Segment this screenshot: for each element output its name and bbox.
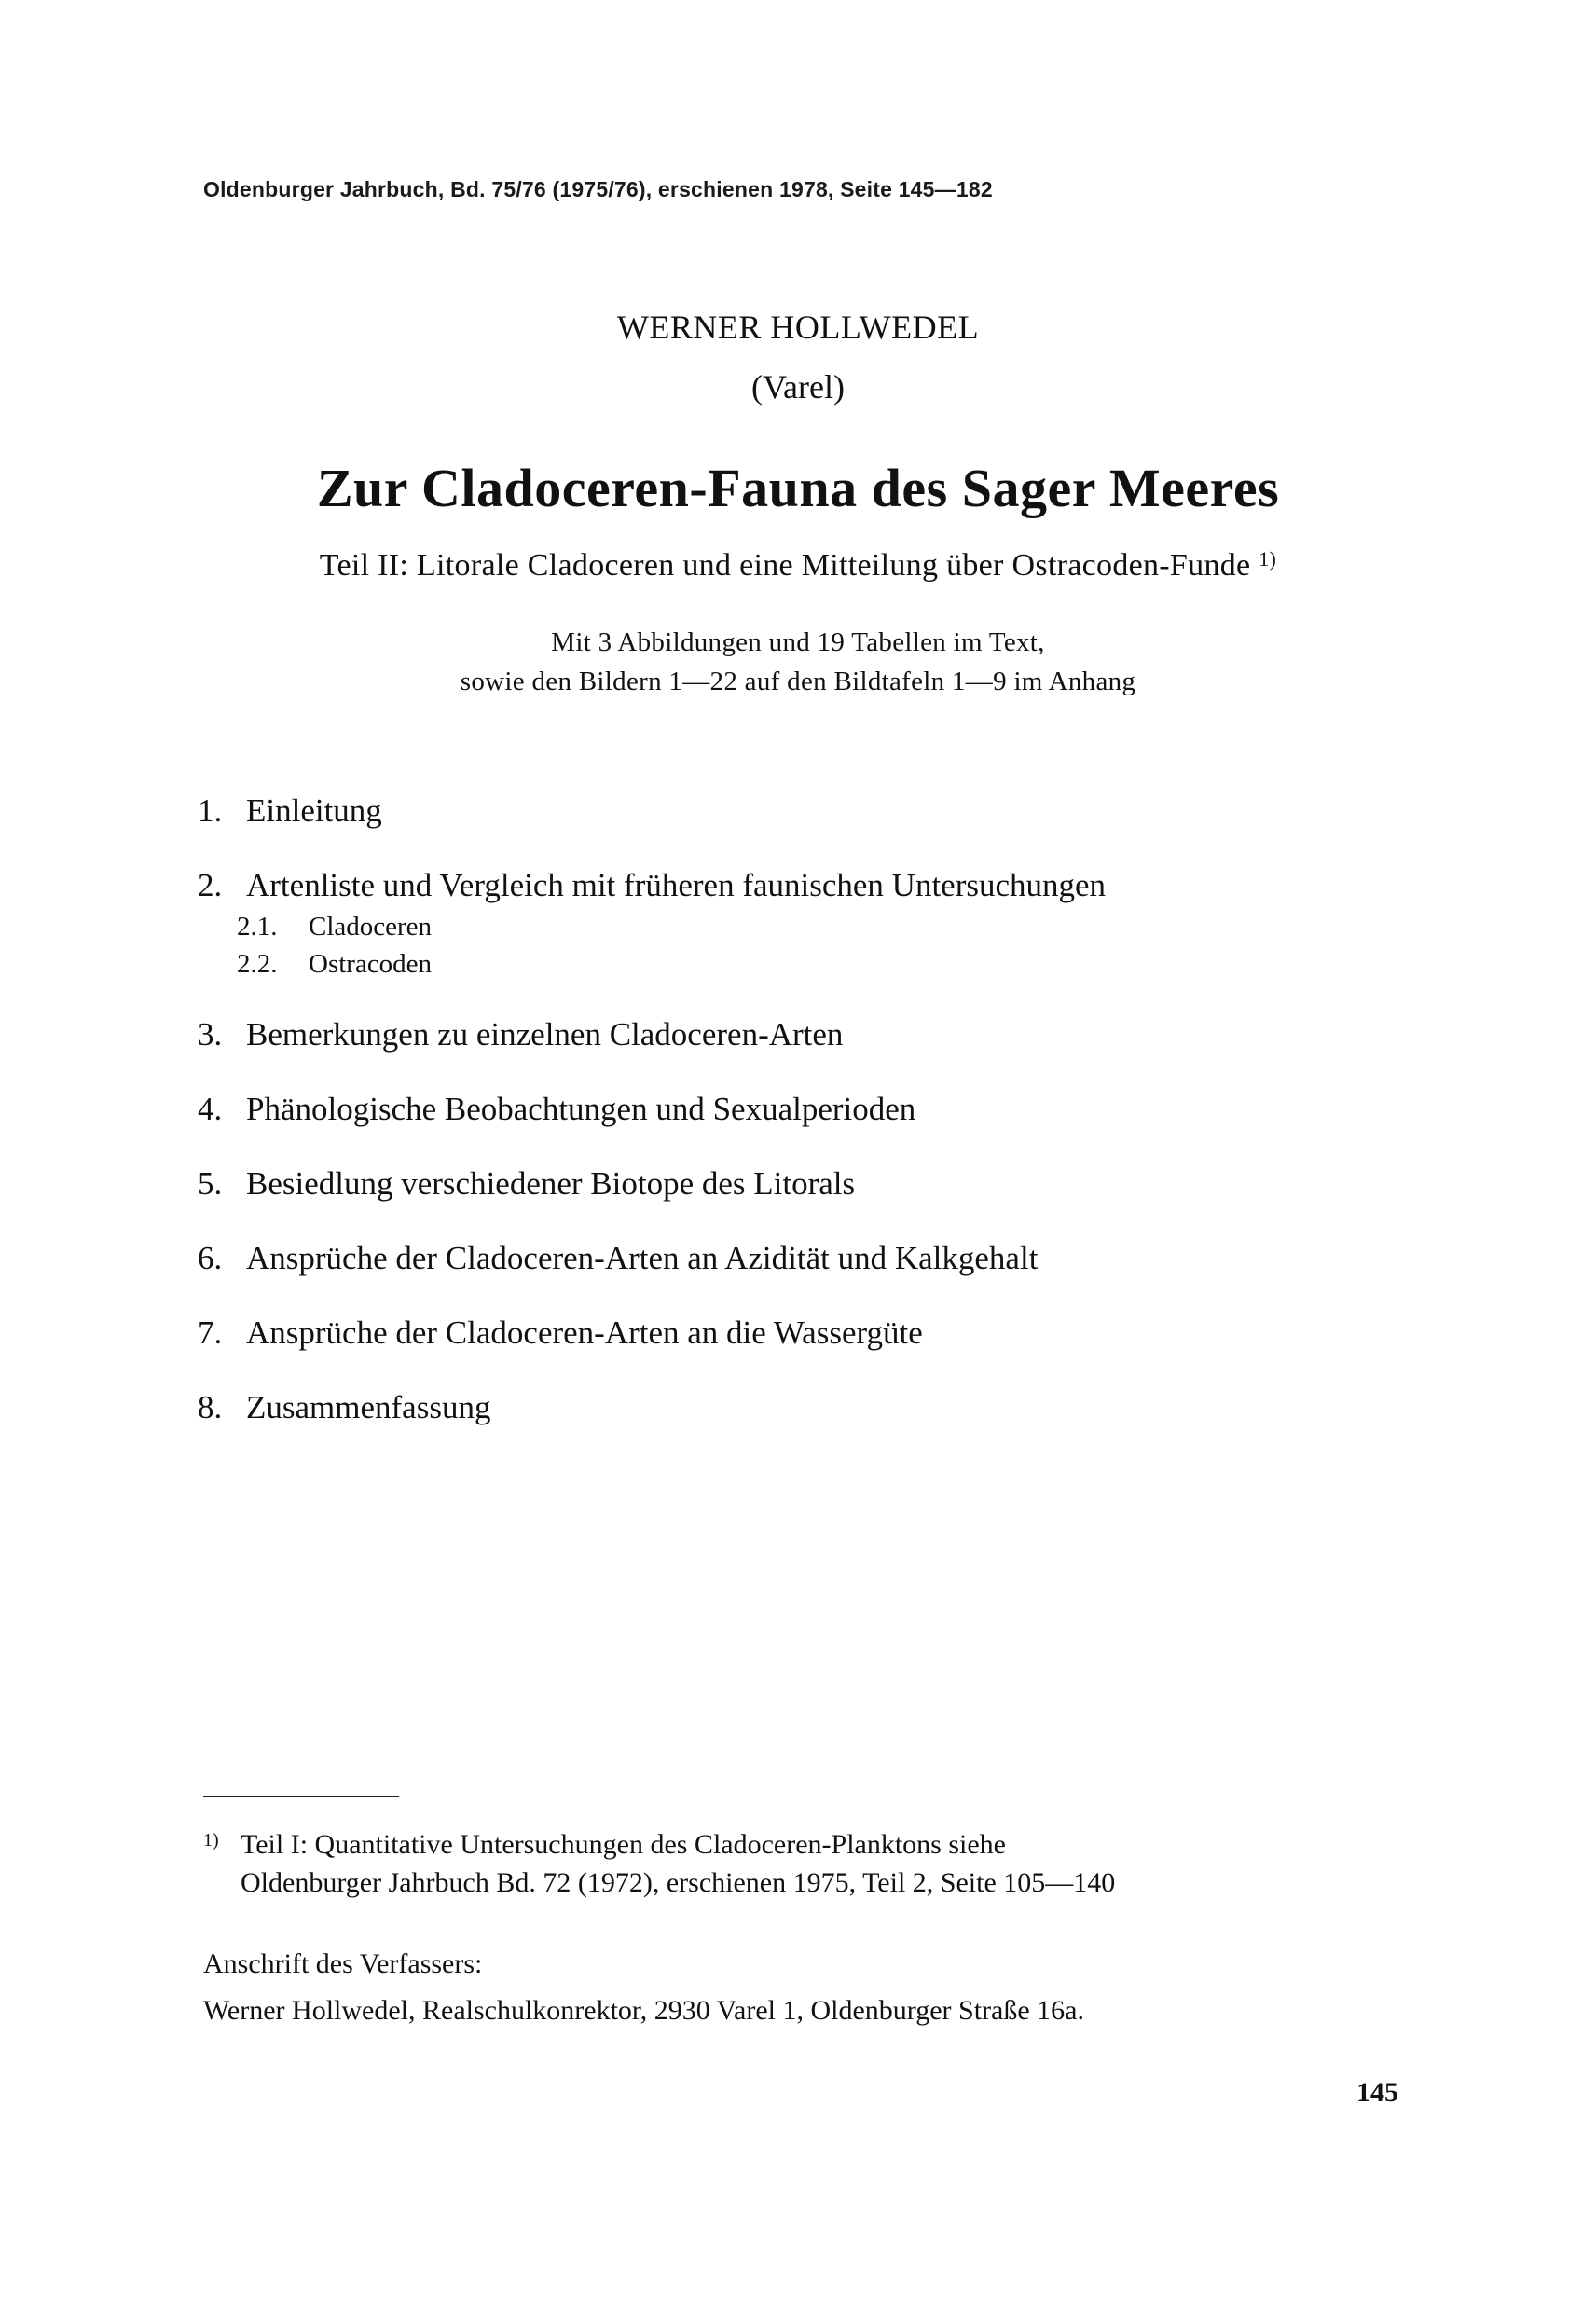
- toc-label: Artenliste und Vergleich mit früheren faunischen Untersuchungen: [246, 867, 1107, 903]
- toc-label: Ostracoden: [309, 949, 433, 979]
- toc-number: 2.: [198, 867, 223, 903]
- footnote-line-2: Oldenburger Jahrbuch Bd. 72 (1972), erschienen 1975, Teil 2, Seite 105—140: [241, 1867, 1116, 1898]
- toc-item: [198, 1240, 1038, 1277]
- toc-item: [198, 1165, 855, 1203]
- toc-label: Ansprüche der Cladoceren-Arten an Azidität und Kalkgehalt: [246, 1240, 1039, 1276]
- author-name: WERNER HOLLWEDEL: [616, 309, 980, 346]
- toc-subitem: [237, 949, 432, 980]
- subtitle-text: Teil II: Litorale Cladoceren und eine Mitteilung über Ostracoden-Funde: [319, 548, 1251, 583]
- toc-number: 5.: [198, 1165, 223, 1202]
- toc-number: 3.: [198, 1016, 223, 1053]
- footnote-text-1: Teil I: Quantitative Untersuchungen des Cladoceren-Planktons siehe: [241, 1829, 1007, 1860]
- toc-number: 2.2.: [237, 949, 278, 979]
- page-number: 145: [1356, 2077, 1398, 2108]
- toc-subitem: [237, 912, 432, 943]
- figures-note-line-2: sowie den Bildern 1—22 auf den Bildtafeln 1—9 im Anhang: [460, 667, 1136, 696]
- footnote-divider: [203, 1796, 399, 1797]
- toc-label: Bemerkungen zu einzelnen Cladoceren-Arten: [246, 1016, 844, 1053]
- toc-label: Ansprüche der Cladoceren-Arten an die Wassergüte: [246, 1314, 923, 1351]
- toc-item: [198, 1091, 915, 1128]
- toc-number: 8.: [198, 1389, 223, 1425]
- address-label: Anschrift des Verfassers:: [203, 1948, 483, 1979]
- toc-item: [198, 792, 382, 830]
- address-text: Werner Hollwedel, Realschulkonrektor, 2930 Varel 1, Oldenburger Straße 16a.: [203, 1995, 1084, 2026]
- article-subtitle: [0, 548, 1596, 584]
- figures-note: [0, 623, 1596, 701]
- toc-label: Zusammenfassung: [246, 1389, 491, 1425]
- toc-number: 4.: [198, 1091, 223, 1127]
- toc-label: Cladoceren: [309, 912, 433, 942]
- toc-item: [198, 1314, 923, 1352]
- toc-number: 7.: [198, 1314, 223, 1351]
- figures-note-line-1: Mit 3 Abbildungen und 19 Tabellen im Text,: [551, 627, 1045, 657]
- toc-number: 2.1.: [237, 912, 278, 942]
- toc-label: Besiedlung verschiedener Biotope des Litorals: [246, 1165, 856, 1202]
- toc-number: 6.: [198, 1240, 223, 1276]
- subtitle-footnote-mark: 1): [1259, 547, 1277, 571]
- toc-item: [198, 1389, 490, 1426]
- footnote-line-1: 1) Teil I: Quantitative Untersuchungen des Cladoceren-Planktons siehe: [203, 1829, 1007, 1860]
- toc-item: [198, 1016, 843, 1053]
- toc-item: [198, 867, 1106, 904]
- footnote: [203, 1825, 1115, 1902]
- journal-header: Oldenburger Jahrbuch, Bd. 75/76 (1975/76), erschienen 1978, Seite 145—182: [203, 177, 993, 201]
- author-address: [203, 1941, 1084, 2034]
- toc-label: Phänologische Beobachtungen und Sexualperioden: [246, 1091, 916, 1127]
- article-title: Zur Cladoceren-Fauna des Sager Meeres: [316, 458, 1280, 518]
- toc-label: Einleitung: [246, 792, 382, 829]
- author-location: (Varel): [751, 368, 845, 406]
- toc-number: 1.: [198, 792, 223, 829]
